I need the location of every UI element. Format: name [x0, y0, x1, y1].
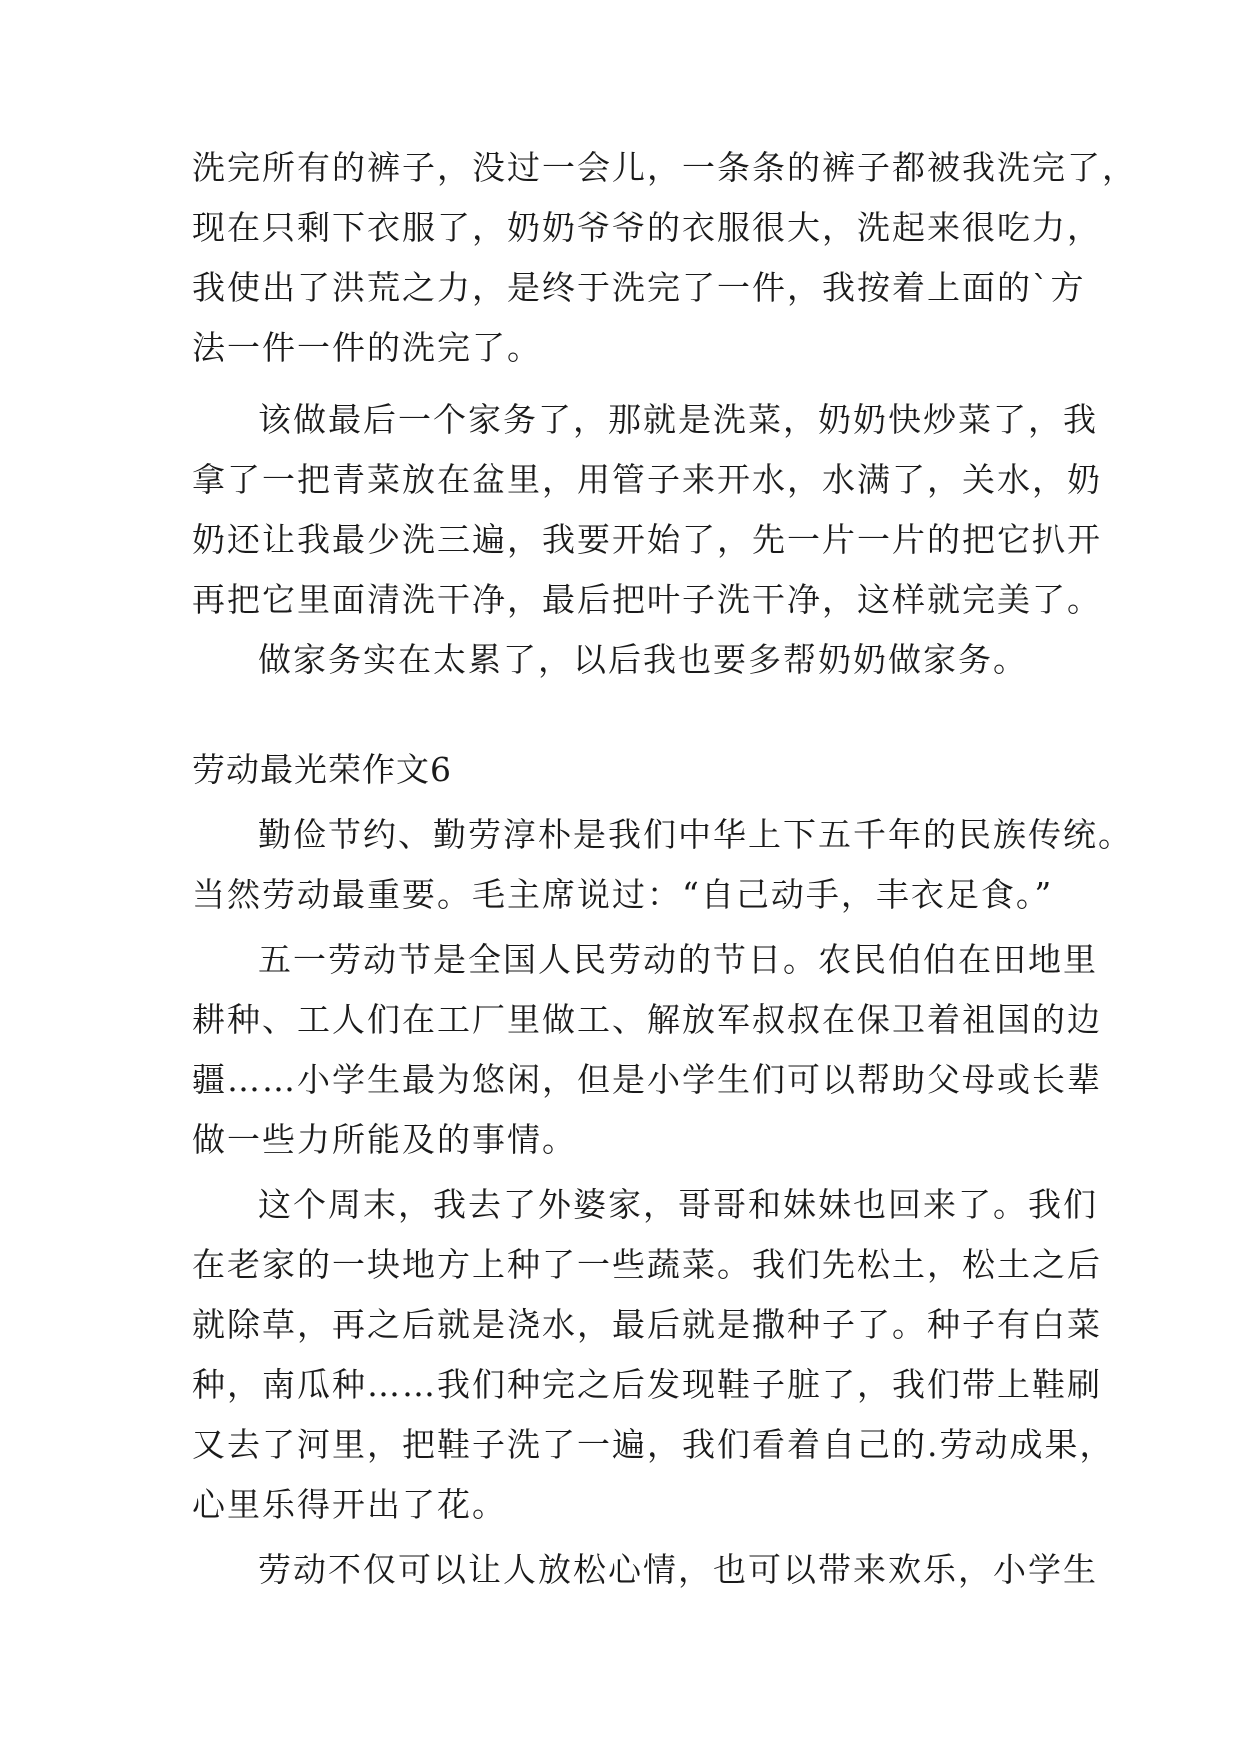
text-line: 现在只剩下衣服了，奶奶爷爷的衣服很大，洗起来很吃力， — [192, 208, 1102, 247]
text-line: 耕种、工人们在工厂里做工、解放军叔叔在保卫着祖国的边 — [192, 1000, 1102, 1039]
text-line: 再把它里面清洗干净，最后把叶子洗干净，这样就完美了。 — [192, 580, 1102, 619]
text-line: 奶还让我最少洗三遍，我要开始了，先一片一片的把它扒开 — [192, 520, 1102, 559]
section-heading: 劳动最光荣作文6 — [192, 750, 452, 789]
paragraph-first-line: 劳动不仅可以让人放松心情，也可以带来欢乐，小学生 — [258, 1550, 1098, 1589]
text-line: 做一些力所能及的事情。 — [192, 1120, 577, 1159]
text-line: 当然劳动最重要。毛主席说过：“自己动手，丰衣足食。” — [192, 875, 1054, 914]
paragraph-first-line: 五一劳动节是全国人民劳动的节日。农民伯伯在田地里 — [258, 940, 1098, 979]
text-line: 又去了河里，把鞋子洗了一遍，我们看着自己的.劳动成果， — [192, 1425, 1115, 1464]
paragraph-first-line: 该做最后一个家务了，那就是洗菜，奶奶快炒菜了，我 — [258, 400, 1098, 439]
text-line: 拿了一把青菜放在盆里，用管子来开水，水满了，关水，奶 — [192, 460, 1102, 499]
paragraph-first-line: 这个周末，我去了外婆家，哥哥和妹妹也回来了。我们 — [258, 1185, 1098, 1224]
paragraph-first-line: 勤俭节约、勤劳淳朴是我们中华上下五千年的民族传统。 — [258, 815, 1133, 854]
text-line: 疆……小学生最为悠闲，但是小学生们可以帮助父母或长辈 — [192, 1060, 1102, 1099]
text-line: 在老家的一块地方上种了一些蔬菜。我们先松土，松土之后 — [192, 1245, 1102, 1284]
paragraph-first-line: 做家务实在太累了，以后我也要多帮奶奶做家务。 — [258, 640, 1028, 679]
text-line: 法一件一件的洗完了。 — [192, 328, 542, 367]
text-line: 我使出了洪荒之力，是终于洗完了一件，我按着上面的`方 — [192, 268, 1086, 307]
text-line: 就除草，再之后就是浇水，最后就是撒种子了。种子有白菜 — [192, 1305, 1102, 1344]
text-line: 心里乐得开出了花。 — [192, 1485, 507, 1524]
text-line: 洗完所有的裤子，没过一会儿，一条条的裤子都被我洗完了， — [192, 148, 1137, 187]
text-line: 种，南瓜种……我们种完之后发现鞋子脏了，我们带上鞋刷 — [192, 1365, 1102, 1404]
